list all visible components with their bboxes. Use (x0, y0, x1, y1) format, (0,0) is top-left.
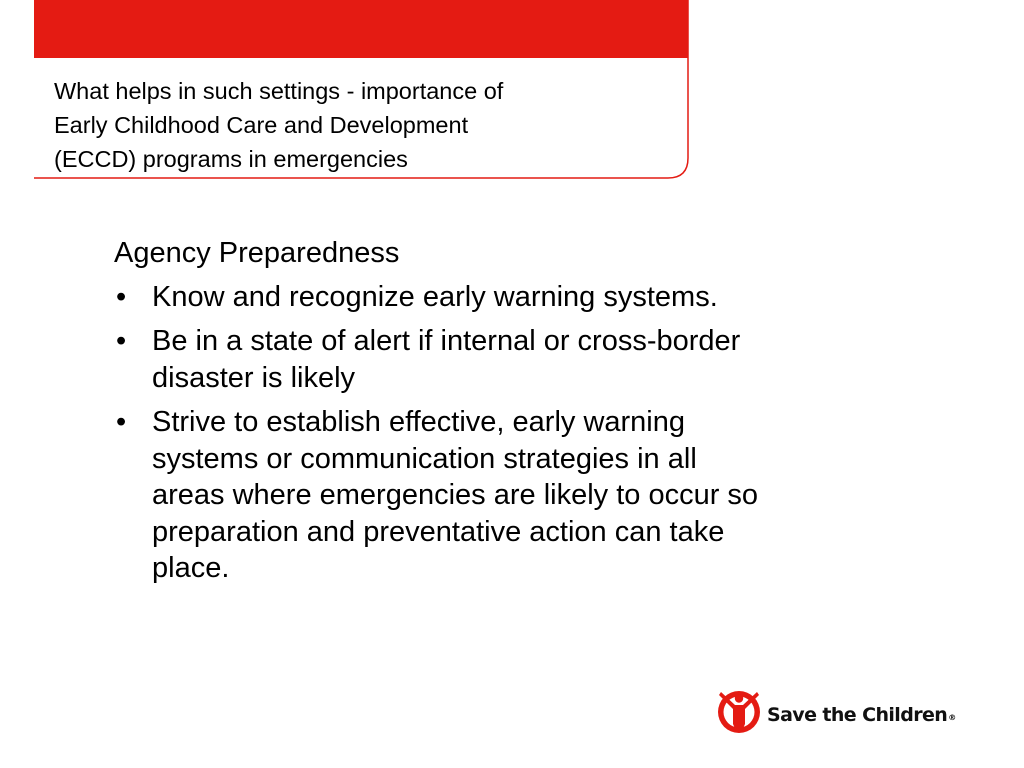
bullet-list (114, 279, 894, 587)
bullet-item (114, 404, 894, 587)
bullet-line: preparation and preventative action can take (152, 515, 725, 548)
bullet-marker: • (116, 406, 127, 438)
slide-title-line: What helps in such settings - importance of (54, 78, 504, 104)
slide-title (54, 74, 664, 176)
section-heading: Agency Preparedness (114, 237, 400, 269)
bullet-line: Know and recognize early warning systems. (152, 280, 718, 313)
slide-title-line: Early Childhood Care and Development (54, 112, 469, 138)
bullet-line: Be in a state of alert if internal or cross-border (152, 325, 741, 357)
bullet-line: areas where emergencies are likely to occur so (152, 479, 759, 511)
slide-title-line: (ECCD) programs in emergencies (54, 146, 408, 172)
logo-text: Save the Children (767, 704, 948, 726)
bullet-item (114, 279, 894, 316)
bullet-line: place. (152, 552, 230, 584)
slide-body (114, 235, 894, 595)
logo-wordmark (767, 704, 956, 726)
bullet-marker: • (116, 280, 127, 313)
bullet-marker: • (116, 325, 127, 357)
registered-mark: ® (948, 713, 956, 722)
child-figure-icon (718, 691, 760, 733)
bullet-line: systems or communication strategies in all (152, 442, 697, 475)
bullet-item (114, 323, 894, 396)
bullet-line: Strive to establish effective, early warning (152, 406, 686, 438)
bullet-line: disaster is likely (152, 361, 356, 394)
